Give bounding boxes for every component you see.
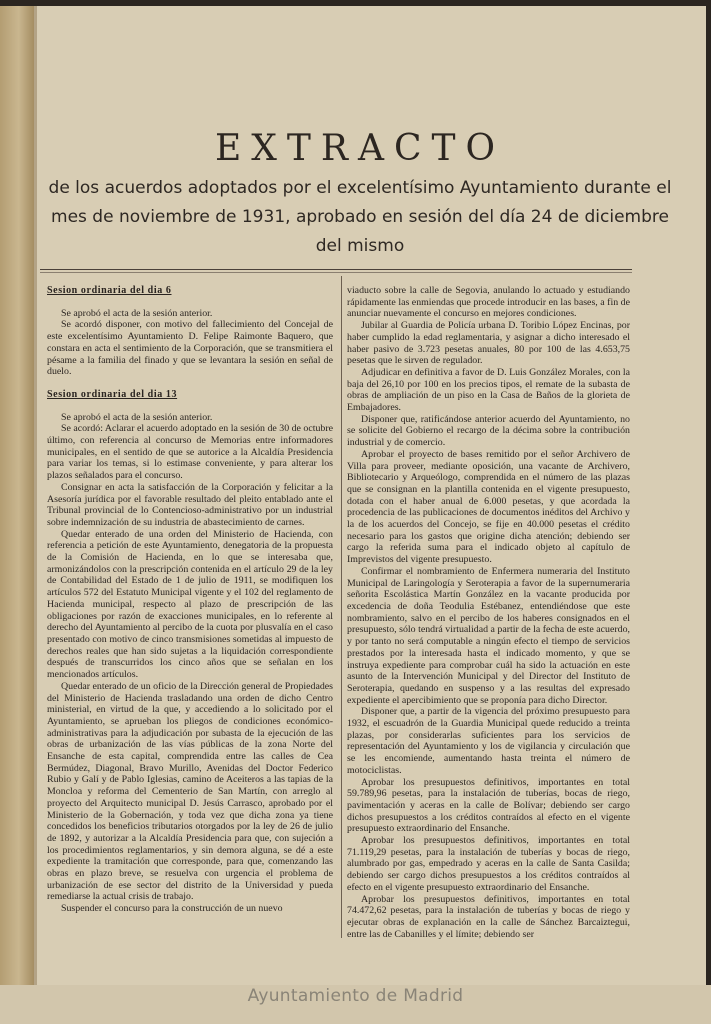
session-heading-day-13: Sesion ordinaria del dia 13 <box>47 388 178 400</box>
paragraph: Jubilar al Guardia de Policía urbana D. Toribio López Encinas, por haber cumplido la edad reglamentaria, y asignar a dicho interesado el haber pasivo de 3.723 pesetas anuales, 80 por 100 de las 4.653,75 pesetas que le sirven de regulador. <box>347 320 630 367</box>
paragraph: Confirmar el nombramiento de Enfermera numeraria del Instituto Municipal de Laringología y Seroterapia a favor de la supernumeraria señorita Escolástica Martín González en la vacante producida por excedencia de doña Teodulia Estébanez, entendiéndose que este nombramiento, salvo en el percibo de los haberes consignados en el presupuesto, sólo tendrá virtualidad a partir de la fecha de este acuerdo, y por tanto no será computable a ningún efecto el tiempo de servicios prestados por la interesada hasta el indicado momento, y que se instruya expediente para comprobar cuál ha sido la actuación en este asunto de la Intervención Municipal y del Director del Instituto de Seroterapia, quedando en suspenso y a las resultas del expresado expediente el apercibimiento que se proponía para dicho Director. <box>347 565 630 706</box>
binding-spine <box>0 0 34 1024</box>
paragraph: Adjudicar en definitiva a favor de D. Luis González Morales, con la baja del 26,10 por 100 en los precios tipos, el remate de la subasta de obras de ampliación de un piso en la Casa de Baños de la glorieta de Embajadores. <box>347 366 630 414</box>
left-column <box>47 285 333 915</box>
paragraph: viaducto sobre la calle de Segovia, anulando lo actuado y estudiando rápidamente las enmiendas que procede introducir en las bases, a fin de anunciar nuevamente el concurso en mejores condiciones. <box>347 285 630 320</box>
top-scan-edge <box>0 0 711 6</box>
right-column <box>347 285 630 940</box>
paragraph: Aprobar los presupuestos definitivos, importantes en total 71.119,29 pesetas, para la instalación de tuberías y bocas de riego, alumbrado por gas, empedrado y aceras en la calle de Santa Casilda; debiendo ser cargo dichos presupuestos a los créditos contraídos al efecto en el vigente presupuesto extraordinario del Ensanche. <box>347 835 630 893</box>
document-title: EXTRACTO <box>214 128 506 169</box>
paragraph: Se acordó: Aclarar el acuerdo adoptado en la sesión de 30 de octubre último, con referencia al concurso de Memorias entre informadores municipales, en el sentido de que se autorice a la Alcaldía Presidencia para variar los temas, si lo estimase conveniente, y para alterar los plazos señalados para el concurso. <box>47 423 334 482</box>
paragraph: Quedar enterado de una orden del Ministerio de Hacienda, con referencia a petición de este Ayuntamiento, denegatoria de la propuesta de la Comisión de Hacienda, en lo que se interesaba que, armonizándolos con la prescripción contenida en el artículo 29 de la ley de Contabilidad del Estado de 1 de julio de 1911, se modifiquen los artículos 572 del Estatuto Municipal vigente y el 102 del reglamento de Hacienda municipal, respecto al plazo de prescripción de las obligaciones por razón de exacciones municipales, en lo referente al derecho del Ayuntamiento al percibo de la cuota por plusvalía en el caso presentado con motivo de cinco transmisiones sometidas al impuesto de derechos reales que han sido sujetas a la liquidación correspondiente después de transcurridos los cinco años que se señalan en los mencionados artículos. <box>47 528 333 681</box>
column-divider <box>341 276 342 938</box>
paragraph: Consignar en acta la satisfacción de la Corporación y felicitar a la Asesoría jurídica por el favorable resultado del pleito entablado ante el Tribunal provincial de lo Contencioso-administrativo por un industrial sobre indemnización de su industria de abastecimiento de carnes. <box>47 481 333 528</box>
paragraph: Se acordó disponer, con motivo del fallecimiento del Concejal de este excelentísimo Ayuntamiento D. Felipe Raimonte Baquero, que constara en acta el sentimiento de la Corporación, que se transmitiera el pésame a la familia del finado y que se levantara la sesión en señal de duelo. <box>47 319 333 378</box>
paragraph: Aprobar el proyecto de bases remitido por el señor Archivero de Villa para proveer, mediante oposición, una vacante de Archivero, Bibliotecario y Arqueólogo, comprendida en el número de las plazas que se consignan en la plantilla contenida en el vigente presupuesto, dotada con el haber anual de 6.000 pesetas, y que acordada la procedencia de las publicaciones de documentos inéditos del Archivo y la de los acuerdos del Concejo, se fije en 40.000 pesetas el crédito necesario para los gastos que origine dicha atención; debiendo ser cargo la referida suma para el indicado objeto al capítulo de Imprevistos del vigente presupuesto. <box>347 448 630 566</box>
header-rule-thin <box>40 272 632 273</box>
paragraph: Quedar enterado de un oficio de la Dirección general de Propiedades del Ministerio de Hacienda trasladando una orden de dicho Centro ministerial, en virtud de la que, y accediendo a lo solicitado por el Ayuntamiento, se aprueban los pliegos de condiciones económico-administrativas para la adjudicación por subasta de la ejecución de las obras de urbanización de las vías públicas de la zona Norte del Ensanche de esta capital, comprendida entre las calles de Cea Bermúdez, Diagonal, Bravo Murillo, Avenidas del Doctor Federico Rubio y Galí y de Pablo Iglesias, camino de Aceiteros a las tapias de la Moncloa y reforma del Cementerio de San Martín, con arreglo al proyecto del Arquitecto municipal D. Jesús Carrasco, aprobado por el Ministerio de la Gobernación, y toda vez que dicha zona ya tiene concedidos los beneficios tributarios otorgados por la ley de 26 de julio de 1892, y autorizar a la Alcaldía Presidencia para que, con sujeción a los procedimientos reglamentarios, y sin demora alguna, se dé a este expediente la tramitación que corresponde, para que, comenzando las obras en plazo breve, se resuelva con urgencia el problema de urbanización de ese sector del distrito de la Universidad y pueda remediarse la actual crisis de trabajo. <box>47 680 333 903</box>
paragraph: Aprobar los presupuestos definitivos, importantes en total 74.472,62 pesetas, para la instalación de tuberías y bocas de riego y ejecutar obras de explanación en la calle de Sánchez Barcaiztegui, entre las de Cabanilles y el límite; debiendo ser <box>347 893 630 940</box>
watermark-footer: Ayuntamiento de Madrid <box>247 986 464 1006</box>
binding-edge <box>34 0 37 1024</box>
session-heading-day-6: Sesion ordinaria del dia 6 <box>47 285 172 296</box>
paragraph: Se aprobó el acta de la sesión anterior. <box>61 307 213 319</box>
header-rule <box>40 269 632 270</box>
paragraph: Suspender el concurso para la construcción de un nuevo <box>61 903 283 915</box>
paragraph: Disponer que, ratificándose anterior acuerdo del Ayuntamiento, no se solicite del Gobierno el recargo de la décima sobre la contribución industrial y de comercio. <box>347 413 630 449</box>
document-subtitle: de los acuerdos adoptados por el excelentísimo Ayuntamiento durante el mes de noviembre de 1931, aprobado en sesión del día 24 de diciembre del mismo <box>48 178 672 256</box>
paragraph: Aprobar los presupuestos definitivos, importantes en total 59.789,96 pesetas, para la instalación de tuberías, bocas de riego, pavimentación y aceras en la calle de Bolívar; debiendo ser cargo dichos presupuestos a los créditos contraídos al efecto en el vigente presupuesto extraordinario del Ensanche. <box>347 776 630 835</box>
paragraph: Se aprobó el acta de la sesión anterior. <box>61 411 213 423</box>
right-scan-edge <box>706 0 711 1024</box>
paragraph: Disponer que, a partir de la vigencia del próximo presupuesto para 1932, el escuadrón de la Guardia Municipal quede reducido a treinta plazas, por considerarlas suficientes para los servicios de representación del Ayuntamiento y los de vigilancia y circulación que se les encomiende, aumentando hasta treinta el número de motociclistas. <box>347 706 630 776</box>
